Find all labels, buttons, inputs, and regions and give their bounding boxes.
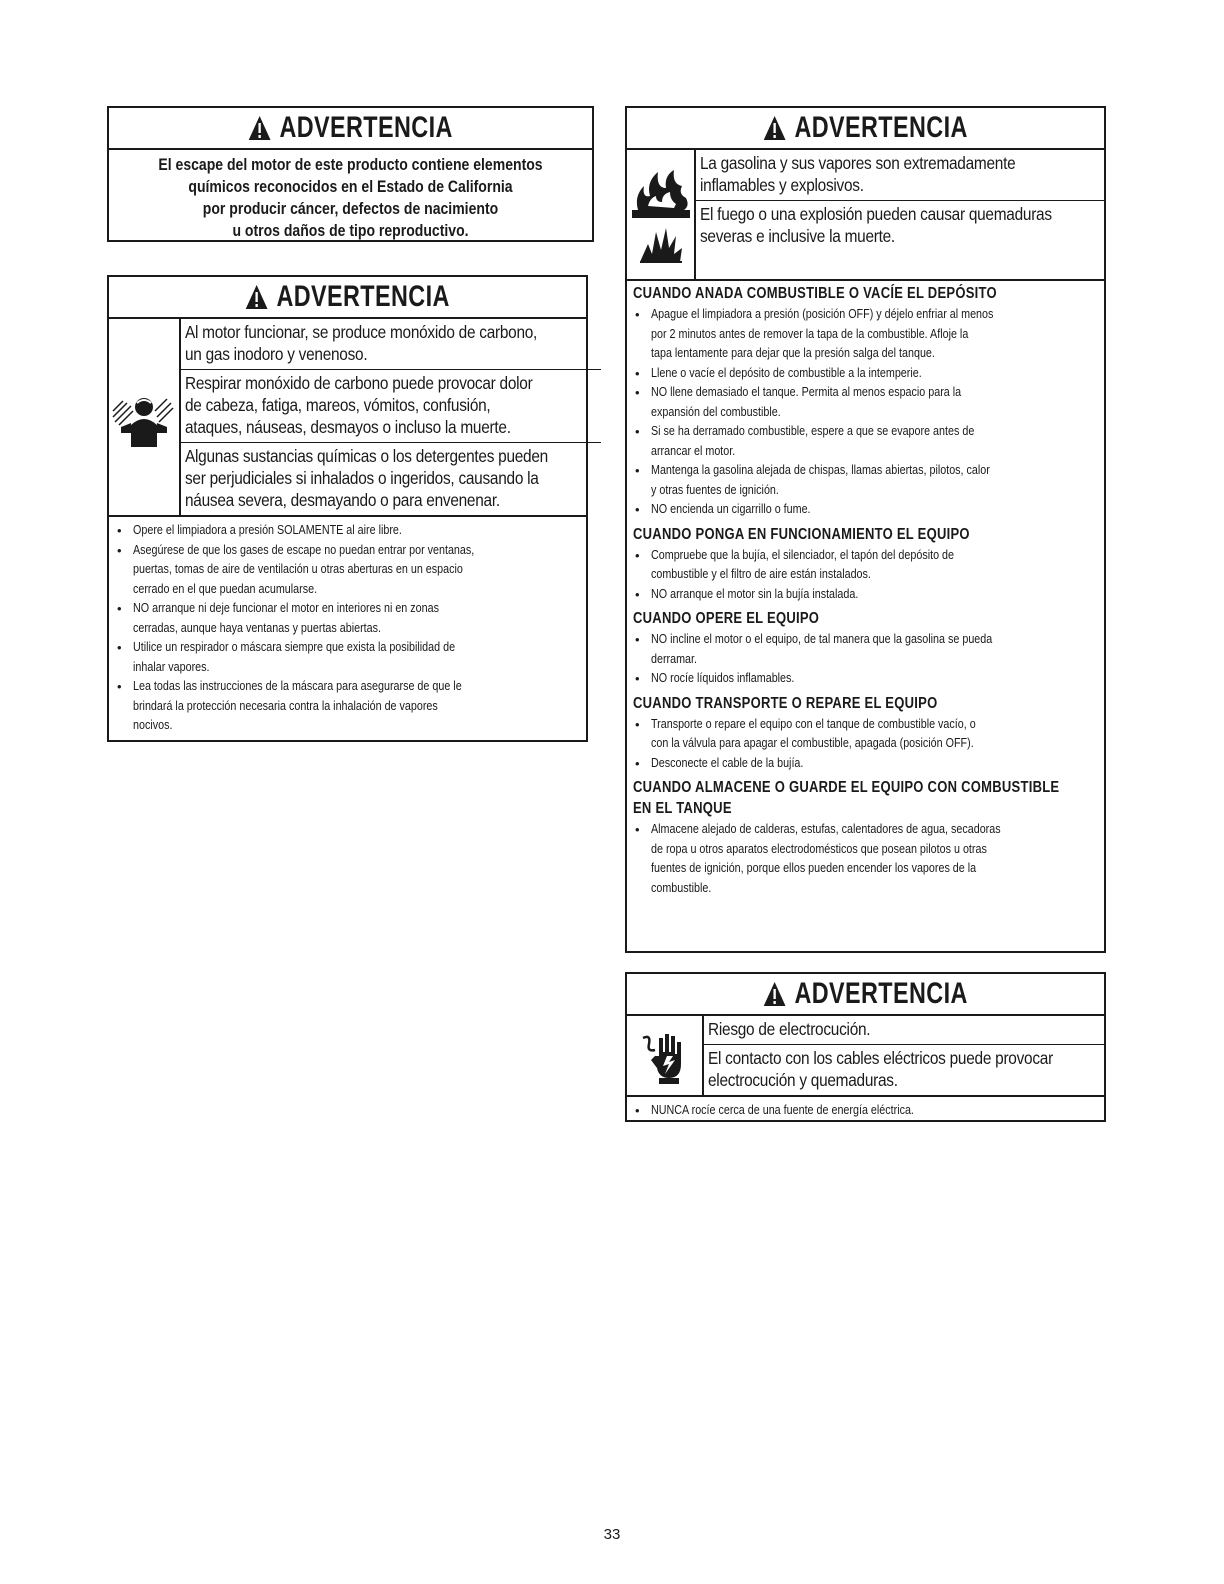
precaution-line: • Si se ha derramado combustible, espere a que se evapore antes de (651, 424, 975, 438)
hazard-paragraph-line: náusea severa, desmayando o para envenenar. (185, 490, 500, 510)
precaution-item (633, 669, 1098, 689)
prop65-warning-box (107, 106, 594, 242)
electric-shock-icon (637, 1028, 693, 1084)
precaution-item (633, 820, 1098, 898)
precaution-line: derramar. (651, 651, 698, 666)
shock-hazard-text (704, 1016, 1104, 1095)
section-title-line: CUANDO TRANSPORTE O REPARE EL EQUIPO (633, 694, 938, 712)
precaution-line: • Transporte o repare el equipo con el tanque de combustible vacío, o (651, 716, 976, 731)
precaution-line: • Almacene alejado de calderas, estufas, calentadores de agua, secadoras (651, 822, 1001, 836)
precaution-line: • NUNCA rocíe cerca de una fuente de energía eléctrica. (651, 1103, 914, 1117)
hazard-paragraph-line: inflamables y explosivos. (700, 175, 864, 195)
fuel-hazard-row (627, 150, 1104, 281)
precaution-line: combustible. (651, 880, 712, 895)
section-title-line: CUANDO ANADA COMBUSTIBLE O VACÍE EL DEPÓSITO (633, 285, 997, 302)
section-precautions-list (627, 714, 1104, 776)
section-precautions-list (627, 545, 1104, 607)
hazard-paragraph-line: Al motor funcionar, se produce monóxido de carbono, (185, 322, 538, 342)
precaution-line: por 2 minutos antes de remover la tapa de la combustible. Afloje la (651, 326, 969, 341)
precaution-line: • NO incline el motor o el equipo, de tal manera que la gasolina se pueda (651, 632, 993, 646)
fire-icon (628, 166, 694, 220)
prop65-statement (145, 150, 556, 250)
hazard-paragraph (704, 1044, 1104, 1095)
precaution-item (633, 383, 1098, 422)
shock-icon-cell (627, 1016, 704, 1095)
precaution-item (633, 500, 1098, 520)
precaution-item (115, 599, 580, 638)
precaution-line: puertas, tomas de aire de ventilación u otras aberturas en un espacio (133, 562, 463, 576)
hazard-paragraph-line: ataques, náuseas, desmayos o incluso la muerte. (185, 417, 511, 437)
prop65-line: El escape del motor de este producto contiene elementos (158, 156, 543, 174)
page-number: 33 (603, 1526, 621, 1543)
precaution-line: combustible y el filtro de aire están instalados. (651, 567, 871, 581)
precaution-line: nocivos. (133, 718, 173, 732)
precaution-line: • NO rocíe líquidos inflamables. (651, 671, 795, 685)
precaution-item (115, 638, 580, 677)
co-icon-cell (109, 319, 181, 515)
section-title (627, 281, 1104, 304)
co-warning-box (107, 275, 588, 742)
precaution-item (633, 422, 1098, 461)
precaution-line: • NO arranque el motor sin la bujía instalada. (651, 586, 859, 601)
hazard-paragraph-line: Respirar monóxido de carbono puede provocar dolor (185, 373, 533, 393)
precaution-line: arrancar el motor. (651, 443, 736, 458)
hazard-paragraph-line: ser perjudiciales si inhalados o ingeridos, causando la (185, 468, 539, 488)
section-precautions-list (627, 819, 1104, 900)
hazard-paragraph (696, 150, 1104, 200)
warning-triangle-icon (763, 115, 786, 141)
precaution-line: y otras fuentes de ignición. (651, 482, 779, 497)
section-title (627, 606, 1104, 629)
shock-hazard-row (627, 1016, 1104, 1097)
section-precautions-list (627, 304, 1104, 522)
section-title (627, 691, 1104, 714)
hazard-paragraph-line: Riesgo de electrocución. (708, 1019, 871, 1039)
hazard-paragraph-line: un gas inodoro y venenoso. (185, 344, 368, 364)
section-title-line: CUANDO ALMACENE O GUARDE EL EQUIPO CON COMBUSTIBLE (633, 779, 1060, 796)
precaution-item (633, 585, 1098, 605)
hazard-paragraph (181, 319, 601, 369)
shock-warning-box (625, 972, 1106, 1122)
co-precautions-list (109, 517, 586, 742)
prop65-line: por producir cáncer, defectos de nacimiento (202, 200, 499, 218)
precaution-line: • Apague el limpiadora a presión (posición OFF) y déjelo enfriar al menos (651, 307, 994, 321)
precaution-line: • Llene o vacíe el depósito de combustible a la intemperie. (651, 365, 922, 380)
warning-triangle-icon (245, 284, 268, 310)
precaution-line: • Compruebe que la bujía, el silenciador, el tapón del depósito de (651, 547, 955, 562)
section-precautions-list (627, 629, 1104, 691)
fuel-sections (627, 281, 1104, 900)
precaution-line: expansión del combustible. (651, 404, 781, 419)
precaution-line: • Utilice un respirador o máscara siempre que exista la posibilidad de (133, 640, 456, 654)
hazard-paragraph-line: La gasolina y sus vapores son extremadamente (700, 153, 1016, 173)
fuel-hazard-text (696, 150, 1104, 279)
hazard-paragraph (181, 369, 601, 442)
section-title (627, 522, 1104, 545)
precaution-line: • Desconecte el cable de la bujía. (651, 755, 804, 770)
precaution-item (633, 546, 1098, 585)
shock-heading: ADVERTENCIA (794, 977, 968, 1010)
precaution-item (633, 364, 1098, 384)
precaution-line: fuentes de ignición, porque ellos pueden encender los vapores de la (651, 861, 977, 875)
hazard-paragraph-line: electrocución y quemaduras. (708, 1070, 898, 1090)
precaution-line: • NO encienda un cigarrillo o fume. (651, 502, 811, 516)
precaution-line: • Opere el limpiadora a presión SOLAMENTE al aire libre. (133, 523, 402, 537)
precaution-item (633, 461, 1098, 500)
co-heading: ADVERTENCIA (276, 280, 450, 313)
explosion-icon (636, 224, 686, 264)
precaution-line: inhalar vapores. (133, 659, 210, 674)
co-hazard-text (181, 319, 601, 515)
section-title-line: CUANDO OPERE EL EQUIPO (633, 610, 820, 627)
prop65-heading: ADVERTENCIA (279, 111, 453, 144)
precaution-line: con la válvula para apagar el combustible, apagada (posición OFF). (651, 736, 974, 750)
toxic-fumes-icon (109, 387, 179, 447)
precaution-line: • Lea todas las instrucciones de la máscara para asegurarse de que le (133, 679, 462, 693)
precaution-line: cerradas, aunque haya ventanas y puertas abiertas. (133, 620, 382, 635)
hazard-paragraph-line: Algunas sustancias químicas o los detergentes pueden (185, 446, 548, 466)
hazard-paragraph-line: de cabeza, fatiga, mareos, vómitos, confusión, (185, 395, 491, 415)
hazard-paragraph (696, 200, 1104, 251)
shock-warning-header (627, 974, 1104, 1016)
prop65-warning-header (109, 108, 592, 150)
precaution-item (633, 1101, 1098, 1121)
precaution-line: • Asegúrese de que los gases de escape no puedan entrar por ventanas, (133, 542, 475, 557)
hazard-paragraph-line: El fuego o una explosión pueden causar quemaduras (700, 204, 1053, 224)
precaution-item (115, 521, 580, 541)
precaution-line: brindará la protección necesaria contra la inhalación de vapores (133, 698, 438, 713)
warning-triangle-icon (763, 981, 786, 1007)
fuel-icon-cell (627, 150, 696, 279)
fuel-warning-box (625, 106, 1106, 953)
precaution-item (115, 677, 580, 736)
precaution-line: de ropa u otros aparatos electrodomésticos que posean pilotos u otras (651, 841, 987, 856)
fuel-warning-header (627, 108, 1104, 150)
precaution-line: • NO arranque ni deje funcionar el motor en interiores ni en zonas (133, 601, 439, 615)
hazard-paragraph-line: El contacto con los cables eléctricos puede provocar (708, 1048, 1053, 1068)
hazard-paragraph (704, 1016, 1104, 1044)
precaution-line: • NO llene demasiado el tanque. Permita al menos espacio para la (651, 385, 962, 399)
precaution-item (633, 305, 1098, 364)
section-title (627, 775, 1104, 819)
precaution-line: • Mantenga la gasolina alejada de chispas, llamas abiertas, pilotos, calor (651, 463, 990, 477)
precaution-item (633, 754, 1098, 774)
precaution-line: tapa lentamente para dejar que la presión salga del tanque. (651, 346, 935, 360)
precaution-line: cerrado en el que puedan acumularse. (133, 581, 318, 596)
section-title-line: EN EL TANQUE (633, 800, 732, 817)
section-title-line: CUANDO PONGA EN FUNCIONAMIENTO EL EQUIPO (633, 525, 970, 543)
fuel-heading: ADVERTENCIA (794, 111, 968, 144)
hazard-paragraph (181, 442, 601, 515)
prop65-line: u otros daños de tipo reproductivo. (232, 222, 469, 240)
precaution-item (633, 630, 1098, 669)
precaution-item (115, 541, 580, 600)
co-hazard-row (109, 319, 586, 517)
warning-triangle-icon (248, 115, 271, 141)
hazard-paragraph-line: severas e inclusive la muerte. (700, 226, 896, 246)
shock-precautions-list (627, 1097, 1104, 1127)
precaution-item (633, 715, 1098, 754)
prop65-line: químicos reconocidos en el Estado de California (188, 178, 513, 196)
co-warning-header (109, 277, 586, 319)
